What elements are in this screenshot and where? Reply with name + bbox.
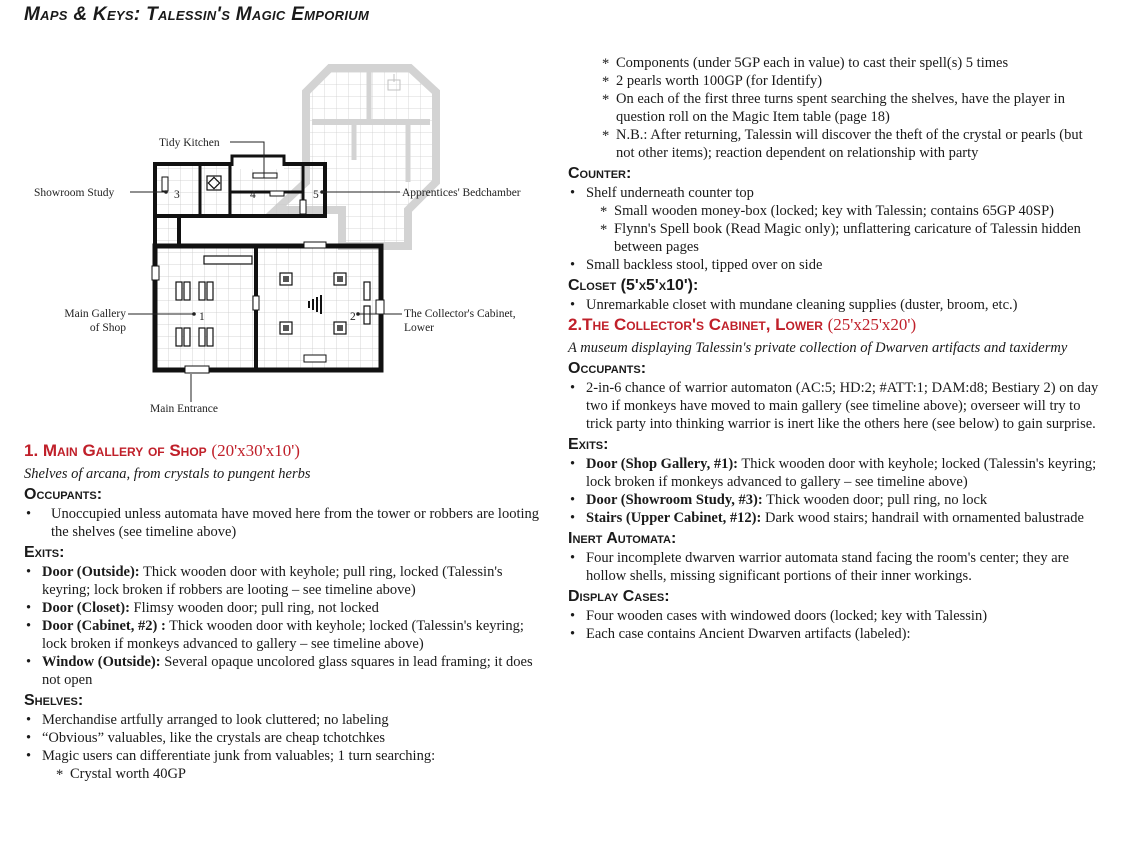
- page-title: Maps & Keys: Talessin's Magic Emporium: [24, 4, 370, 25]
- floor-plan-map: [24, 60, 559, 430]
- right-column: [568, 54, 1100, 643]
- counter-heading: Counter:: [568, 165, 632, 182]
- occupants-list: [24, 505, 552, 541]
- list-item: • Door (Outside): Thick wooden door with keyhole; pull ring, locked (Talessin's keyring; lock broken if robbers are looting – see timeline above): [24, 563, 552, 599]
- label-main-entrance: Main Entrance: [150, 403, 219, 415]
- list-item: • Shelf underneath counter top: [568, 184, 1100, 202]
- exits-list-2: [568, 455, 1100, 527]
- list-item: • Door (Closet): Flimsy wooden door; pull ring, not locked: [24, 599, 552, 617]
- list-item: • Magic users can differentiate junk from valuables; 1 turn searching:: [24, 747, 552, 765]
- shelves-continued-sublist: [602, 54, 1100, 162]
- list-item: • Stairs (Upper Cabinet, #12): Dark wood stairs; handrail with ornamented balustrade: [568, 509, 1100, 527]
- list-item: * On each of the first three turns spent searching the shelves, have the player in question roll on the Magic Item table (page 18): [602, 90, 1100, 126]
- shelves-list: [24, 711, 552, 765]
- display-cases-heading: Display Cases:: [568, 588, 670, 605]
- list-item: • Unremarkable closet with mundane cleaning supplies (duster, broom, etc.): [568, 296, 1100, 314]
- label-tidy-kitchen: Tidy Kitchen: [159, 137, 220, 149]
- section-1-intro: Shelves of arcana, from crystals to pungent herbs: [24, 466, 311, 482]
- list-item: * 2 pearls worth 100GP (for Identify): [602, 72, 1100, 90]
- closet-list: [568, 296, 1100, 314]
- back-rooms: [155, 155, 325, 216]
- counter-list-2: [568, 256, 1100, 274]
- section-1-heading: 1. Main Gallery of Shop (20'x30'x10'): [24, 441, 300, 460]
- list-item: * Components (under 5GP each in value) to cast their spell(s) 5 times: [602, 54, 1100, 72]
- list-item: * Small wooden money-box (locked; key with Talessin; contains 65GP 40SP): [600, 202, 1100, 220]
- section-2-heading: 2.The Collector's Cabinet, Lower (25'x25'x20'): [568, 315, 917, 334]
- room-number-5: 5: [313, 189, 319, 201]
- room-number-3: 3: [174, 189, 180, 201]
- room-number-2: 2: [350, 311, 356, 323]
- closet-heading: Closet (5'x5'x10'):: [568, 277, 699, 294]
- shelves-heading: Shelves:: [24, 692, 84, 709]
- list-item: • Four wooden cases with windowed doors (locked; key with Talessin): [568, 607, 1100, 625]
- occupants-list-2: [568, 379, 1100, 433]
- shelves-sublist: [56, 765, 552, 783]
- label-apprentices-bedchamber: Apprentices' Bedchamber: [402, 187, 521, 199]
- label-collectors-cabinet-line2: Lower: [404, 322, 435, 334]
- occupants-heading-2: Occupants:: [568, 360, 647, 377]
- counter-list: [568, 184, 1100, 202]
- counter-sublist: [600, 202, 1100, 256]
- room-number-4: 4: [250, 189, 256, 201]
- list-item: • “Obvious” valuables, like the crystals are cheap tchotchkes: [24, 729, 552, 747]
- upper-tower-outline: [276, 68, 436, 246]
- exits-list: [24, 563, 552, 689]
- list-item: • Door (Showroom Study, #3): Thick wooden door; pull ring, no lock: [568, 491, 1100, 509]
- list-item: • Unoccupied unless automata have moved here from the tower or robbers are looting the shelves (see timeline above): [24, 505, 552, 541]
- list-item: • Each case contains Ancient Dwarven artifacts (labeled):: [568, 625, 1100, 643]
- occupants-heading: Occupants:: [24, 486, 103, 503]
- main-floor: [152, 242, 384, 373]
- list-item: * N.B.: After returning, Talessin will discover the theft of the crystal or pearls (but not other items); reaction dependent on relationship with party: [602, 126, 1100, 162]
- label-main-gallery-line2: of Shop: [89, 322, 126, 334]
- left-column: [24, 440, 552, 783]
- list-item: • Small backless stool, tipped over on side: [568, 256, 1100, 274]
- label-showroom-study: Showroom Study: [34, 187, 115, 199]
- list-item: • 2-in-6 chance of warrior automaton (AC:5; HD:2; #ATT:1; DAM:d8; Bestiary 2) on day two if monkeys have moved to main gallery (see timeline above); overseer will try to trick party into thinking warrior is inert like the others here (see below) to gain surprise.: [568, 379, 1100, 433]
- list-item: • Door (Cabinet, #2) : Thick wooden door with keyhole; locked (Talessin's keyring; lock broken if monkeys advanced to gallery – see timeline above): [24, 617, 552, 653]
- list-item: * Crystal worth 40GP: [56, 765, 552, 783]
- list-item: • Four incomplete dwarven warrior automata stand facing the room's center; they are hollow shells, missing significant portions of their inner workings.: [568, 549, 1100, 585]
- list-item: * Flynn's Spell book (Read Magic only); unflattering caricature of Talessin hidden between pages: [600, 220, 1100, 256]
- exits-heading-2: Exits:: [568, 436, 609, 453]
- room-number-1: 1: [199, 311, 205, 323]
- label-main-gallery: Main Gallery: [64, 308, 126, 320]
- inert-automata-heading: Inert Automata:: [568, 530, 677, 547]
- list-item: • Merchandise artfully arranged to look cluttered; no labeling: [24, 711, 552, 729]
- list-item: • Window (Outside): Several opaque uncolored glass squares in lead framing; it does not open: [24, 653, 552, 689]
- display-cases-list: [568, 607, 1100, 643]
- label-collectors-cabinet: The Collector's Cabinet,: [404, 308, 516, 320]
- exits-heading: Exits:: [24, 544, 65, 561]
- section-2-intro: A museum displaying Talessin's private collection of Dwarven artifacts and taxidermy: [568, 340, 1068, 356]
- list-item: • Door (Shop Gallery, #1): Thick wooden door with keyhole; locked (Talessin's keyring; lock broken if monkeys advanced to gallery – see timeline above): [568, 455, 1100, 491]
- inert-automata-list: [568, 549, 1100, 585]
